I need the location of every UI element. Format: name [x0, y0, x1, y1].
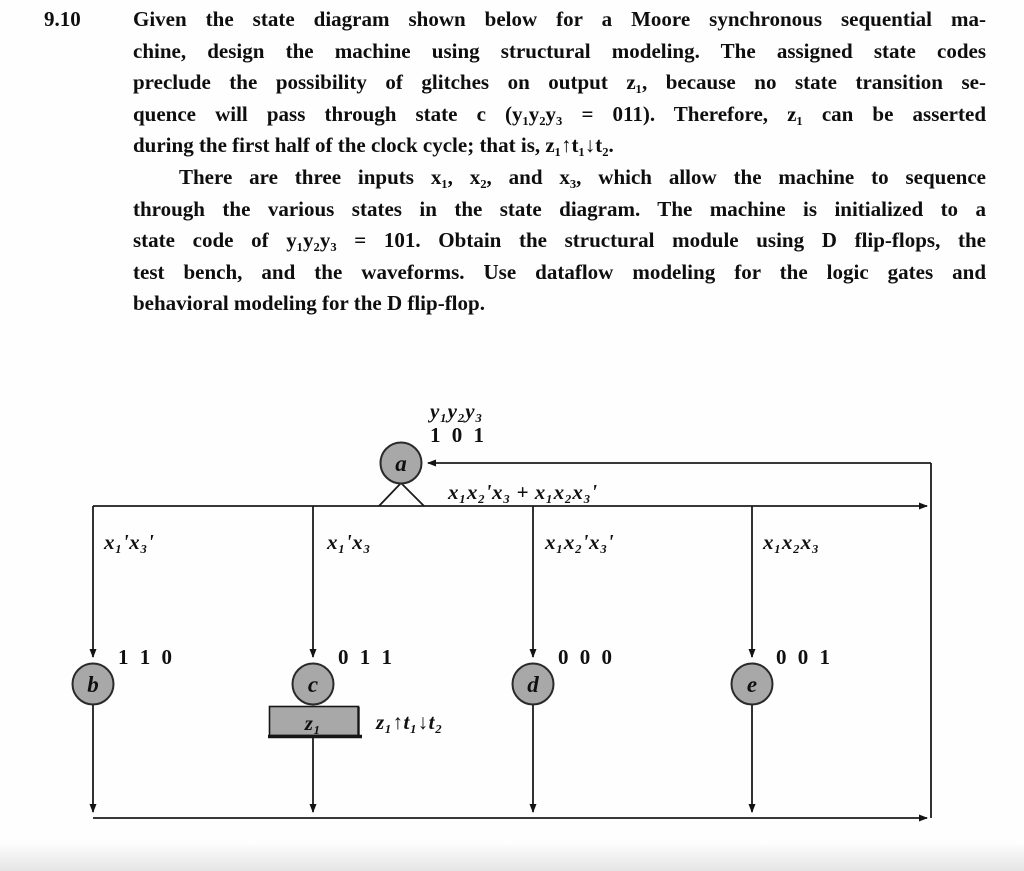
- problem-text-line: behavioral modeling for the D flip-flop.: [133, 291, 485, 316]
- next-state-code-e: 0 0 1: [776, 645, 833, 669]
- problem-text-line: during the first half of the clock cycle; that is, z₁↑t₁↓t₂.: [133, 133, 614, 158]
- state-vector-label: y₁y₂y₃: [430, 399, 483, 423]
- transition-condition-e: x₁x₂x₃: [763, 530, 820, 554]
- problem-text-line: preclude the possibility of glitches on output z₁, because no state transition se-: [133, 70, 986, 95]
- state-label-a: a: [395, 451, 407, 476]
- problem-text-line: chine, design the machine using structural modeling. The assigned state codes: [133, 38, 986, 63]
- state-label-c: c: [307, 672, 319, 697]
- fanout-left-leg: [379, 483, 401, 506]
- problem-text-line: test bench, and the waveforms. Use dataflow modeling for the logic gates and: [133, 259, 986, 284]
- state-label-d: d: [527, 672, 539, 697]
- problem-text-line: state code of y₁y₂y₃ = 101. Obtain the structural module using D flip-flops, the: [133, 228, 986, 253]
- next-state-code-b: 1 1 0: [118, 645, 175, 669]
- self-loop-condition: x₁x₂'x₃ + x₁x₂x₃': [448, 480, 598, 504]
- initial-state-code: 1 0 1: [430, 423, 487, 447]
- state-label-e: e: [746, 672, 758, 697]
- transition-condition-c: x₁'x₃: [327, 530, 371, 554]
- next-state-code-c: 0 1 1: [338, 645, 395, 669]
- fanout-right-leg: [401, 483, 424, 506]
- problem-text-line: Given the state diagram shown below for a Moore synchronous sequential ma-: [133, 7, 986, 31]
- problem-text-line: quence will pass through state c (y₁y₂y₃ = 011). Therefore, z₁ can be asserted: [133, 101, 986, 126]
- transition-condition-b: x₁'x₃': [104, 530, 155, 554]
- problem-text-line: through the various states in the state diagram. The machine is initialized to a: [133, 196, 986, 221]
- next-state-code-d: 0 0 0: [558, 645, 615, 669]
- state-label-b: b: [87, 672, 99, 697]
- exercise-number: 9.10: [44, 7, 81, 31]
- page-bottom-edge: [0, 841, 1024, 871]
- output-timing-label: z₁↑t₁↓t₂: [376, 710, 443, 734]
- problem-text-line: There are three inputs x₁, x₂, and x₃, which allow the machine to sequence: [179, 164, 986, 189]
- output-box-label: z₁: [304, 711, 322, 735]
- transition-condition-d: x₁x₂'x₃': [545, 530, 615, 554]
